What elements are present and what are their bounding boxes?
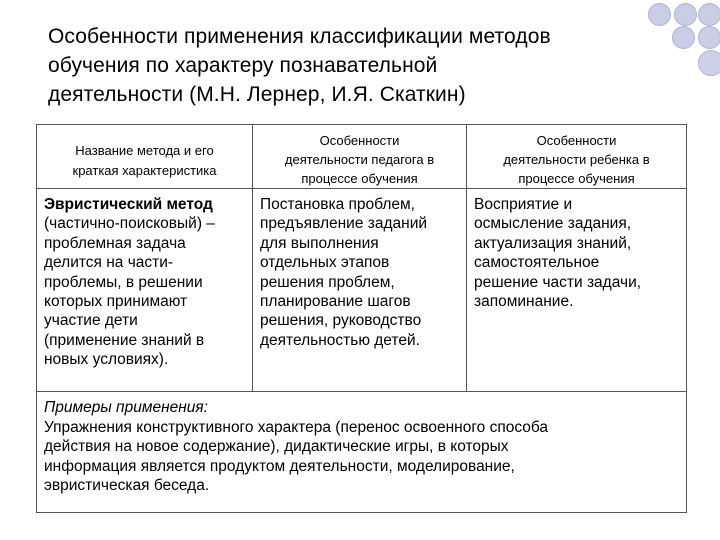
header-child-activity	[467, 125, 687, 189]
examples-label: Примеры применения:	[44, 399, 208, 416]
decor-circle	[648, 3, 671, 26]
decor-circle	[698, 3, 720, 26]
method-desc-line: проблемная задача	[44, 234, 186, 252]
method-cell	[37, 189, 253, 392]
decorative-circles	[640, 0, 720, 100]
header-text: Особенности	[536, 133, 617, 148]
slide-title	[48, 22, 648, 109]
method-name: Эвристический метод	[44, 196, 213, 213]
table-header-row	[37, 125, 687, 189]
header-teacher-activity	[253, 125, 467, 189]
child-line: актуализация знаний,	[474, 234, 632, 252]
table-row-examples	[37, 392, 687, 513]
method-desc-line: делится на части-	[44, 254, 174, 272]
header-text: Название метода и его	[75, 143, 214, 158]
header-text: процессе обучения	[301, 171, 418, 186]
header-text: деятельности ребенка в	[503, 152, 650, 167]
examples-line: действия на новое содержание), дидактические игры, в которых	[44, 438, 509, 455]
teacher-line: отдельных этапов	[260, 254, 390, 272]
title-line: деятельности (М.Н. Лернер, И.Я. Скаткин)	[48, 83, 466, 106]
child-line: самостоятельное	[474, 254, 600, 272]
teacher-line: Постановка проблем,	[260, 196, 415, 213]
teacher-line: для выполнения	[260, 234, 379, 252]
header-method-name	[37, 125, 253, 189]
examples-cell	[37, 392, 687, 513]
method-desc-line: (частично-поисковый) –	[44, 215, 215, 233]
decor-circle	[698, 26, 720, 49]
title-line: обучения по характеру познавательной	[48, 54, 438, 77]
header-text: процессе обучения	[518, 171, 635, 186]
child-cell	[467, 189, 687, 392]
examples-line: эвристическая беседа.	[44, 477, 210, 494]
child-line: решение части задачи,	[474, 273, 642, 291]
teacher-cell	[253, 189, 467, 392]
teacher-line: решения проблем,	[260, 273, 395, 291]
examples-line: информация является продуктом деятельности, моделирование,	[44, 457, 515, 475]
child-line: Восприятие и	[474, 196, 573, 213]
child-line: осмысление задания,	[474, 215, 632, 233]
examples-line: Упражнения конструктивного характера (перенос освоенного способа	[44, 418, 549, 436]
teacher-line: деятельностью детей.	[260, 331, 420, 349]
method-desc-line: которых принимают	[44, 293, 188, 311]
header-text: Особенности	[319, 133, 400, 148]
method-desc-line: новых условиях).	[44, 351, 169, 369]
title-line: Особенности применения классификации методов	[48, 25, 551, 48]
decor-circle	[672, 26, 695, 49]
teacher-line: предъявление заданий	[260, 215, 428, 233]
table-row	[37, 189, 687, 392]
child-line: запоминание.	[474, 293, 574, 311]
decor-circle	[698, 50, 720, 76]
header-text: деятельности педагога в	[284, 152, 435, 167]
teacher-line: планирование шагов	[260, 293, 411, 311]
methods-table	[36, 124, 687, 513]
decor-circle	[674, 3, 697, 26]
header-text: краткая характеристика	[72, 163, 217, 178]
teacher-line: решения, руководство	[260, 312, 422, 330]
method-desc-line: участие дети	[44, 312, 138, 330]
method-desc-line: (применение знаний в	[44, 331, 205, 349]
method-desc-line: проблемы, в решении	[44, 273, 203, 291]
